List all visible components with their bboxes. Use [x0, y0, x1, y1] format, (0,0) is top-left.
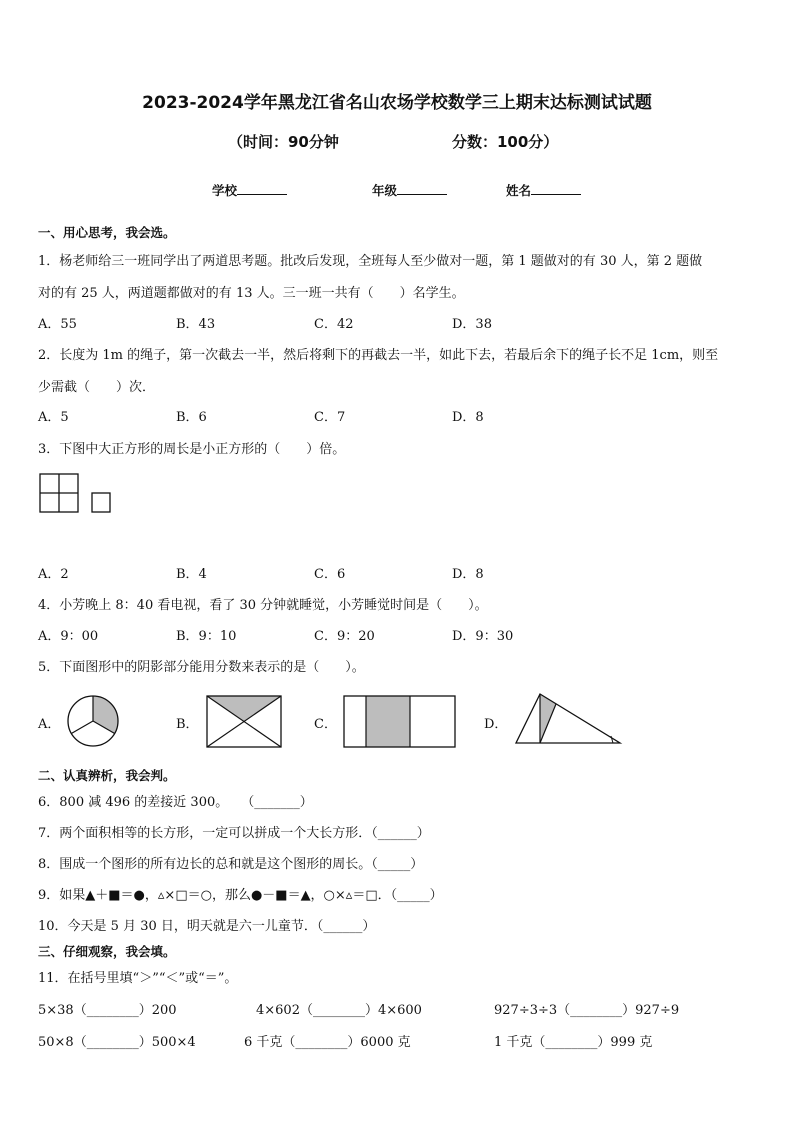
q3-squares-figure	[38, 472, 118, 514]
q4-line1: 4．小芳晚上 8：40 看电视，看了 30 分钟就睡觉，小芳睡觉时间是（ ）。	[38, 598, 488, 613]
q1-line2: 对的有 25 人，两道题都做对的有 13 人。三一班一共有（ ）名学生。	[38, 286, 465, 301]
section2-heading: 二、认真辨析，我会判。	[38, 768, 176, 783]
bar-shaded-part	[366, 696, 410, 747]
q3-line1: 3．下图中大正方形的周长是小正方形的（ ）倍。	[38, 442, 346, 457]
page-title: 2023-2024学年黑龙江省名山农场学校数学三上期末达标测试试题	[142, 93, 652, 113]
small-square	[92, 493, 110, 512]
q11-item-1: 5×38（________）200	[38, 1003, 177, 1018]
q5-figure-b-rectangle	[205, 694, 283, 750]
q4-option-c: C．9：20	[314, 629, 375, 644]
q9: 9．如果▲＋■＝●，▵×□＝○，那么●－■＝▲，○×▵＝□．（_____）	[38, 888, 443, 903]
q10: 10．今天是 5 月 30 日，明天就是六一儿童节．（______）	[38, 919, 376, 934]
q1-option-d: D．38	[452, 317, 492, 332]
section1-heading: 一、用心思考，我会选。	[38, 225, 176, 240]
q4-option-d: D．9：30	[452, 629, 514, 644]
name-label: 姓名	[506, 183, 532, 198]
q2-option-a: A．5	[38, 410, 69, 425]
q11-item-3: 927÷3÷3（________）927÷9	[494, 1003, 680, 1018]
q7: 7．两个面积相等的长方形，一定可以拼成一个大长方形．（______）	[38, 826, 430, 841]
q5-figure-a-circle	[66, 694, 120, 748]
q2-line1: 2．长度为 1m 的绳子，第一次截去一半，然后将剩下的再截去一半，如此下去，若最后余下的绳子长不足 1cm，则至	[38, 348, 719, 363]
q8: 8．围成一个图形的所有边长的总和就是这个图形的周长。（_____）	[38, 857, 424, 872]
section3-heading: 三、仔细观察，我会填。	[38, 944, 176, 959]
q2-line2: 少需截（ ）次．	[38, 380, 156, 395]
name-blank	[531, 181, 581, 195]
triangle-right-angle-mark	[611, 736, 613, 743]
q5-line1: 5．下面图形中的阴影部分能用分数来表示的是（ ）。	[38, 660, 365, 675]
triangle-outline	[516, 694, 620, 743]
school-blank	[237, 181, 287, 195]
circle-radius-3	[71, 721, 93, 734]
q5-figure-c-bar	[342, 694, 458, 750]
q4-option-a: A．9：00	[38, 629, 99, 644]
q5-figure-d-triangle	[512, 690, 624, 748]
q3-option-c: C．6	[314, 567, 346, 582]
q1-option-a: A．55	[38, 317, 77, 332]
q11-item-6: 1 千克（________）999 克	[494, 1035, 653, 1050]
q5-option-d: D．	[484, 717, 508, 732]
q1-option-b: B．43	[176, 317, 216, 332]
exam-score: 分数：100分）	[452, 133, 559, 151]
q11-item-4: 50×8（________）500×4	[38, 1035, 196, 1050]
q11-line1: 11．在括号里填“＞”“＜”或“＝”。	[38, 971, 238, 986]
q5-option-c: C．	[314, 717, 337, 732]
triangle-shaded-part	[540, 694, 556, 742]
q3-option-a: A．2	[38, 567, 69, 582]
q3-option-b: B．4	[176, 567, 207, 582]
q1-line1: 1．杨老师给三一班同学出了两道思考题。批改后发现，全班每人至少做对一题，第 1 题做对的有 30 人，第 2 题做	[38, 254, 703, 269]
q2-option-c: C．7	[314, 410, 346, 425]
q5-option-a: A．	[38, 717, 61, 732]
exam-time: （时间：90分钟	[228, 133, 339, 151]
grade-blank	[397, 181, 447, 195]
q1-option-c: C．42	[314, 317, 354, 332]
school-label: 学校	[212, 183, 238, 198]
q11-item-2: 4×602（________）4×600	[256, 1003, 422, 1018]
school-field	[212, 181, 287, 199]
grade-field	[372, 181, 447, 199]
q4-option-b: B．9：10	[176, 629, 237, 644]
grade-label: 年级	[372, 183, 398, 198]
q3-option-d: D．8	[452, 567, 484, 582]
q5-option-b: B．	[176, 717, 199, 732]
q2-option-b: B．6	[176, 410, 207, 425]
q11-item-5: 6 千克（________）6000 克	[244, 1035, 411, 1050]
rectangle-shaded-triangle	[207, 696, 281, 721]
q2-option-d: D．8	[452, 410, 484, 425]
name-field	[506, 181, 581, 199]
q6: 6．800 减 496 的差接近 300。 （_______）	[38, 795, 313, 810]
